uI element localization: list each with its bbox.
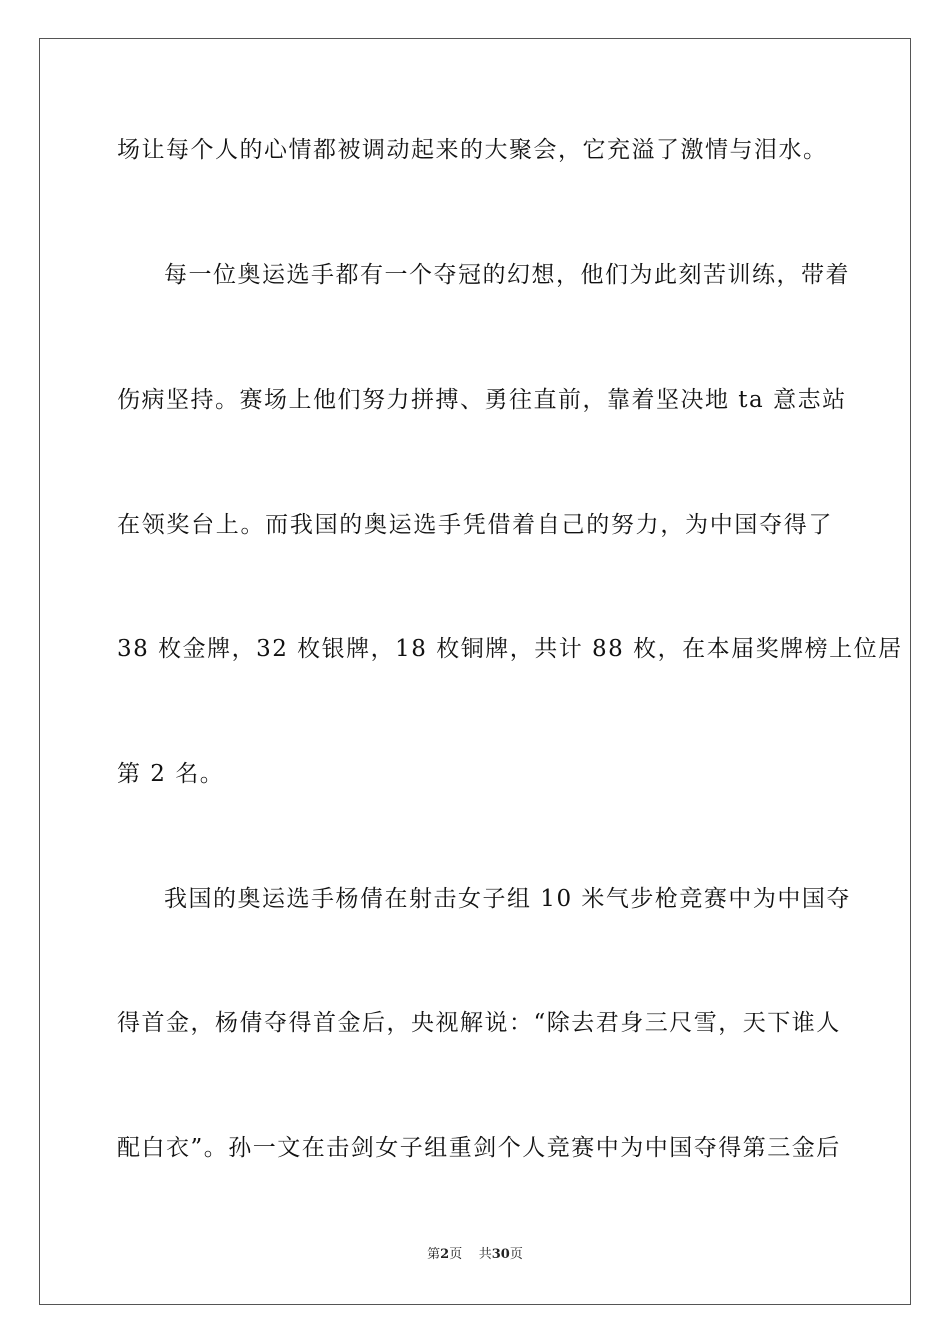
page-footer xyxy=(0,1246,950,1264)
text-line-5: 38 枚金牌，32 枚银牌，18 枚铜牌，共计 88 枚，在本届奖牌榜上位居 xyxy=(117,636,903,662)
text-line-9: 配白衣”。孙一文在击剑女子组重剑个人竞赛中为中国夺得第三金后 xyxy=(117,1135,841,1161)
footer-page-unit: 页 xyxy=(449,1247,463,1262)
text-line-6: 第 2 名。 xyxy=(117,761,225,787)
footer-total-unit: 页 xyxy=(509,1247,523,1262)
footer-total-prefix: 共 xyxy=(478,1247,492,1262)
footer-page-total: 30 xyxy=(491,1247,510,1262)
text-line-3: 伤病坚持。赛场上他们努力拼搏、勇往直前，靠着坚决地 ta 意志站 xyxy=(117,387,847,413)
text-line-8: 得首金，杨倩夺得首金后，央视解说：“除去君身三尺雪，天下谁人 xyxy=(117,1010,841,1036)
text-line-4: 在领奖台上。而我国的奥运选手凭借着自己的努力，为中国夺得了 xyxy=(117,512,833,538)
text-line-1: 场让每个人的心情都被调动起来的大聚会，它充溢了激情与泪水。 xyxy=(117,137,828,163)
page-border xyxy=(39,38,911,1305)
text-line-7: 我国的奥运选手杨倩在射击女子组 10 米气步枪竞赛中为中国夺 xyxy=(164,886,851,912)
footer-page-prefix: 第 xyxy=(427,1247,441,1262)
footer-page-current: 2 xyxy=(440,1247,450,1262)
text-line-2: 每一位奥运选手都有一个夺冠的幻想，他们为此刻苦训练，带着 xyxy=(164,262,850,288)
